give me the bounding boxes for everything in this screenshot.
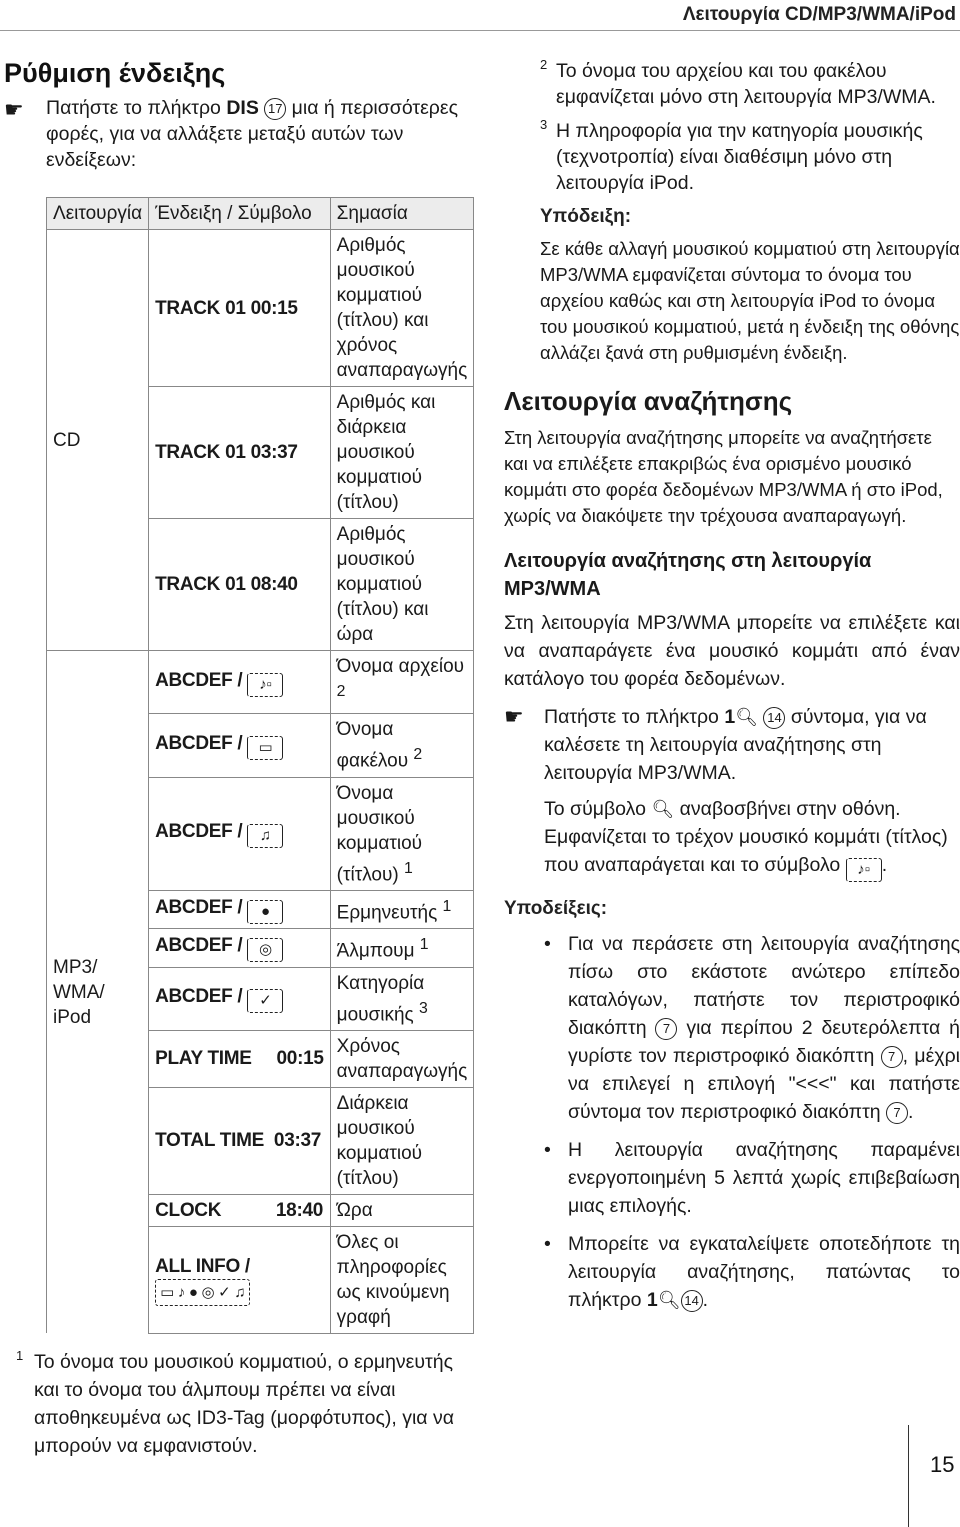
header-meaning: Σημασία — [330, 198, 474, 230]
meaning-cell: Ώρα — [330, 1194, 474, 1226]
artist-icon: ● — [247, 900, 283, 924]
file-symbol-icon: ♪▫ — [247, 673, 283, 697]
page-number-rule — [908, 1425, 909, 1527]
footnote-2: 2 Το όνομα του αρχείου και του φακέλου εμφανίζεται μόνο στη λειτουργία MP3/WMA. — [540, 57, 936, 108]
meaning-cell: Αριθμός μουσικού κομματιού (τίτλου) και χρόνος αναπαραγωγής — [330, 230, 474, 387]
pointing-hand-icon: ☛ — [4, 97, 24, 122]
display-cell: ABCDEF / ♪▫ — [149, 651, 331, 714]
all-info-symbols-icon: ▭ ♪ ● ◎ ✓ ♫ — [155, 1279, 250, 1306]
table-row — [47, 230, 474, 387]
search-mp3-title: Λειτουργία αναζήτησης στη λειτουργία MP3/WMA — [504, 550, 872, 600]
dis-key: DIS — [226, 97, 259, 119]
key-number-14: 14 — [763, 707, 785, 729]
section-title-display: Ρύθμιση ένδειξης — [4, 58, 226, 88]
folder-symbol-icon: ▭ — [247, 736, 283, 760]
table-row — [47, 651, 474, 714]
display-cell: TRACK 01 08:40 — [149, 519, 331, 651]
display-cell: ABCDEF / ▭ — [149, 714, 331, 777]
meaning-cell: Χρόνος αναπαραγωγής — [330, 1030, 474, 1087]
music-note-icon: ♫ — [247, 824, 283, 848]
running-header: Λειτουργία CD/MP3/WMA/iPod — [682, 4, 956, 25]
symbol-paragraph: Το σύμβολο 🔍︎ αναβοσβήνει στην οθόνη. Εμφανίζεται το τρέχον μουσικό κομμάτι (τίτλος) που αναπαράγεται και το σύμβολο ♪▫ . — [504, 795, 960, 882]
right-column — [504, 57, 960, 1314]
display-modes-table — [46, 197, 474, 1334]
meaning-cell: Αριθμός μουσικού κομματιού (τίτλου) και ώρα — [330, 519, 474, 651]
footnote-1: 1 Το όνομα του μουσικού κομματιού, ο ερμηνευτής και το όνομα του άλμπουμ πρέπει να είναι αποθηκευμένα ως ID3-Tag (μορφότυπος), για να μπορούν να εμφανιστούν. — [16, 1347, 454, 1457]
meaning-cell: Διάρκεια μουσικού κομματιού (τίτλου) — [330, 1087, 474, 1194]
genre-icon: ✓ — [247, 989, 283, 1013]
search-mode-title: Λειτουργία αναζήτησης — [504, 386, 793, 416]
bullet-item: • Η λειτουργία αναζήτησης παραμένει ενεργοποιημένη 5 λεπτά χωρίς επιβεβαίωση μιας επιλογής. — [544, 1139, 960, 1217]
search-mp3-text: Στη λειτουργία MP3/WMA μπορείτε να επιλέξετε και να αναπαράγετε ένα μουσικό κομμάτι από έναν κατάλογο του φορέα δεδομένων. — [504, 612, 960, 690]
key-1: 1 — [724, 706, 736, 728]
header-mode: Λειτουργία — [47, 198, 149, 230]
hint-title: Υπόδειξη: — [540, 206, 632, 227]
display-cell: CLOCK 18:40 — [149, 1194, 331, 1226]
display-cell: ABCDEF / ✓ — [149, 967, 331, 1030]
key-number-17: 17 — [264, 98, 286, 120]
display-cell: ABCDEF / ♫ — [149, 777, 331, 890]
meaning-cell: Όνομα μουσικού κομματιού (τίτλου) $^1$ — [330, 777, 474, 890]
display-cell: TOTAL TIME 03:37 — [149, 1087, 331, 1194]
meaning-cell: Κατηγορία μουσικής $^3$ — [330, 967, 474, 1030]
meaning-cell: Ερμηνευτής $^1$ — [330, 890, 474, 928]
display-cell: PLAY TIME 00:15 — [149, 1030, 331, 1087]
bullet-item: • Μπορείτε να εγκαταλείψετε οποτεδήποτε τη λειτουργία αναζήτησης, πατώντας το πλήκτρο 1🔍︎ 14 . — [544, 1233, 960, 1311]
display-instruction: ☛ Πατήστε το πλήκτρο DIS 17 μια ή περισσότερες φορές, για να αλλάξετε μεταξύ αυτών των ενδείξεων: — [4, 97, 458, 171]
hint-text: Σε κάθε αλλαγή μουσικού κομματιού στη λειτουργία MP3/WMA εμφανίζεται σύντομα το όνομα του αρχείου καθώς και στη λειτουργία iPod το όνομα του μουσικού κομματιού, μετά η ένδειξη της οθόνης αλλάζει ξανά στη ρυθμισμένη ένδειξη. — [540, 238, 960, 363]
display-cell: ALL INFO / ▭ ♪ ● ◎ ✓ ♫ — [149, 1226, 331, 1333]
meaning-cell: Όνομα αρχείου $^2$ — [330, 651, 474, 714]
search-mode-text: Στη λειτουργία αναζήτησης μπορείτε να αναζητήσετε και να επιλέξετε επακριβώς ένα ορισμένο μουσικό κομμάτι στο φορέα δεδομένων MP3/WMA ή στο iPod, χωρίς να διακόψετε την τρέχουσα αναπαραγωγή. — [504, 427, 943, 526]
display-cell: ABCDEF / ● — [149, 890, 331, 928]
meaning-cell: Όλες οι πληροφορίες ως κινούμενη γραφή — [330, 1226, 474, 1333]
meaning-cell: Άλμπουμ $^1$ — [330, 929, 474, 967]
meaning-cell: Αριθμός και διάρκεια μουσικού κομματιού (τίτλου) — [330, 387, 474, 519]
footnote-3: 3 Η πληροφορία για την κατηγορία μουσικής (τεχνοτροπία) είναι διαθέσιμη μόνο στη λειτουργία iPod. — [540, 117, 923, 194]
hints-title: Υποδείξεις: — [504, 898, 608, 919]
header-display: Ένδειξη / Σύμβολο — [149, 198, 331, 230]
mode-mp3-wma-ipod: MP3/ WMA/ iPod — [47, 651, 149, 1334]
page-number: 15 — [930, 1452, 955, 1477]
display-cell: TRACK 01 03:37 — [149, 387, 331, 519]
table-header-row — [47, 198, 474, 230]
album-icon: ◎ — [247, 938, 283, 962]
display-cell: TRACK 01 00:15 — [149, 230, 331, 387]
header-rule — [0, 30, 960, 31]
file-symbol-icon: ♪▫ — [846, 858, 882, 882]
display-cell: ABCDEF / ◎ — [149, 929, 331, 967]
bullet-item: • Για να περάσετε στη λειτουργία αναζήτησης πίσω στο εκάστοτε ανώτερο επίπεδο καταλόγων, πατήστε τον περιστροφικό διακόπτη 7 για περίπου 2 δευτερόλεπτα ή γυρίστε τον περιστροφικό διακόπτη 7 , μέχρι να επιλεγεί η επιλογή "<<<" και πατήστε σύντομα τον περιστροφικό διακόπτη 7 . — [544, 933, 960, 1123]
pointing-hand-icon: ☛ — [504, 704, 524, 729]
search-instruction: ☛ Πατήστε το πλήκτρο 1🔍︎ 14 σύντομα, για να καλέσετε τη λειτουργία αναζήτησης στη λειτουργία MP3/WMA. — [504, 704, 927, 784]
magnifier-icon: 🔍︎ — [651, 799, 675, 819]
magnifier-icon: 🔍︎ — [735, 707, 759, 727]
magnifier-icon: 🔍︎ — [657, 1290, 681, 1310]
mode-cd: CD — [47, 230, 149, 651]
left-column — [4, 58, 474, 1460]
meaning-cell: Όνομα φακέλου $^2$ — [330, 714, 474, 777]
